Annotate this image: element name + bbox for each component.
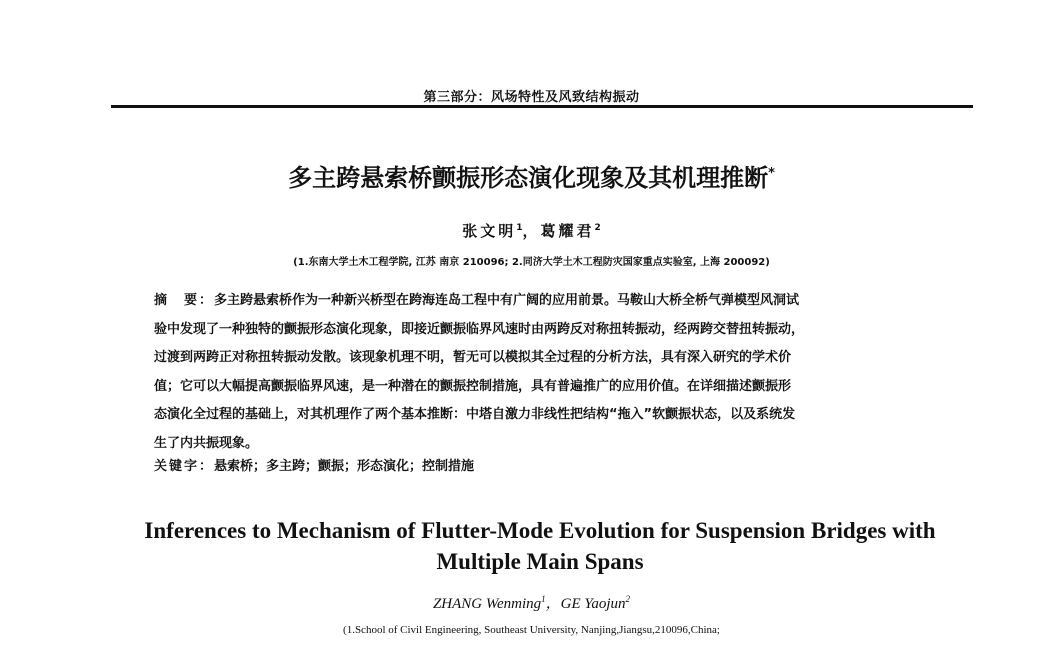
keywords — [154, 455, 944, 474]
running-header: 第三部分：风场特性及风致结构振动 — [423, 90, 640, 105]
english-author-separator: ， — [545, 596, 561, 612]
chinese-title-text: 多主跨悬索桥颤振形态演化现象及其机理推断 — [288, 164, 769, 192]
english-affiliation: (1.School of Civil Engineering, Southeast University, Nanjing,Jiangsu,210096,China; — [343, 624, 720, 636]
abstract-line: 验中发现了一种独特的颤振形态演化现象，即接近颤振临界风速时由两跨反对称扭转振动，经两跨交替扭转振动， — [154, 321, 805, 337]
abstract — [154, 287, 944, 458]
english-author-1: ZHANG Wenming — [432, 596, 542, 612]
author-1: 张文明 — [462, 222, 517, 240]
author-2-affil-mark: 2 — [594, 223, 601, 233]
abstract-line: 态演化全过程的基础上，对其机理作了两个基本推断：中塔自激力非线性把结构“拖入”软颤振状态，以及系统发 — [154, 407, 796, 422]
abstract-line — [154, 287, 944, 316]
english-author-2: GE Yaojun — [560, 596, 626, 612]
english-author-2-affil-mark: 2 — [625, 594, 631, 604]
abstract-label: 摘 要： — [154, 293, 215, 308]
chinese-title — [0, 158, 1063, 193]
keywords-label: 关键字： — [154, 459, 215, 474]
chinese-authors — [0, 220, 1063, 241]
title-footnote-mark: * — [768, 166, 775, 181]
author-1-affil-mark: 1 — [516, 223, 523, 233]
author-2: 葛耀君 — [540, 222, 595, 240]
author-separator: ， — [522, 222, 541, 240]
english-title: Inferences to Mechanism of Flutter-Mode Evolution for Suspension Bridges with Multiple Main Spans — [144, 518, 936, 574]
header-rule — [111, 105, 973, 108]
abstract-line-text: 多主跨悬索桥作为一种新兴桥型在跨海连岛工程中有广阔的应用前景。马鞍山大桥全桥气弹模型风洞试 — [214, 293, 800, 308]
english-authors — [0, 592, 1063, 613]
english-author-1-affil-mark: 1 — [541, 594, 546, 604]
abstract-line: 过渡到两跨正对称扭转振动发散。该现象机理不明，暂无可以模拟其全过程的分析方法，具有深入研究的学术价 — [154, 350, 792, 365]
keywords-text: 悬索桥；多主跨；颤振；形态演化；控制措施 — [214, 459, 475, 474]
abstract-line: 生了内共振现象。 — [154, 435, 259, 451]
abstract-line: 值；它可以大幅提高颤振临界风速，是一种潜在的颤振控制措施，具有普遍推广的应用价值。在详细描述颤振形 — [154, 378, 792, 394]
chinese-affiliation: (1.东南大学土木工程学院, 江苏 南京 210096; 2.同济大学土木工程防灾国家重点实验室, 上海 200092) — [293, 257, 770, 268]
